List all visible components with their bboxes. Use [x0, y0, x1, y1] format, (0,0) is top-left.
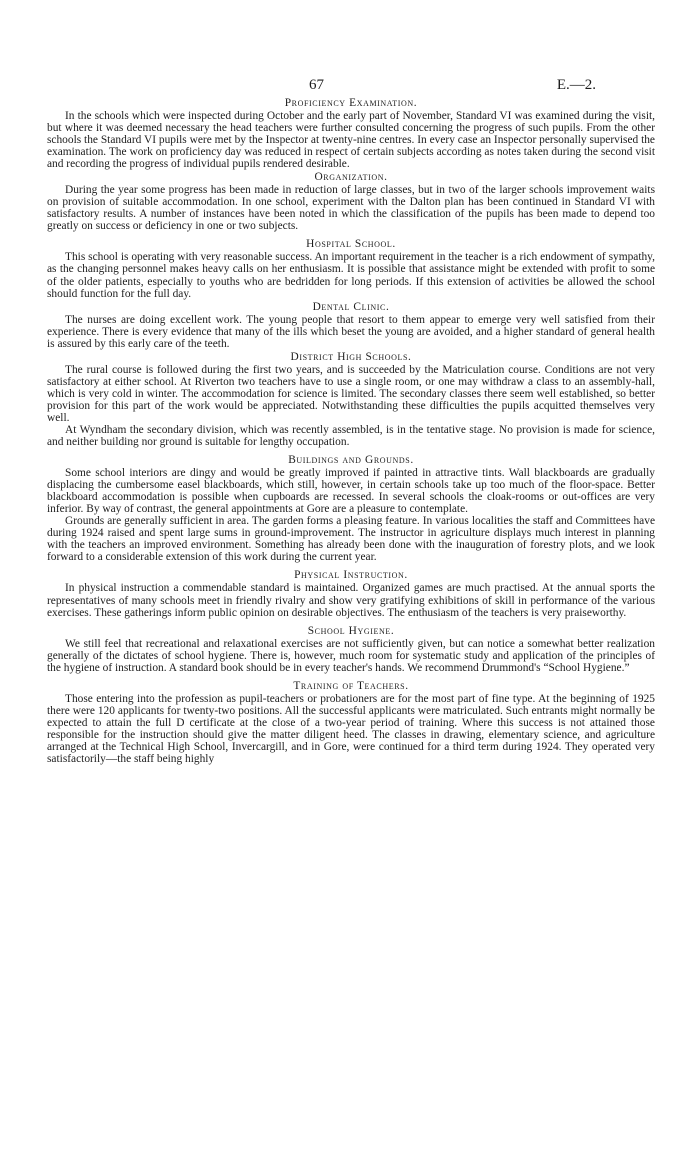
- section-heading-proficiency-examination: Proficiency Examination.: [284, 97, 418, 109]
- section-heading-district-high-schools: District High Schools.: [290, 350, 412, 363]
- document-body: [47, 97, 655, 765]
- section-heading-dental-clinic: Dental Clinic.: [312, 300, 390, 313]
- section-heading-physical-instruction: Physical Instruction.: [294, 569, 408, 582]
- paragraph-hospital-school: This school is operating with very reasonable success. An important requirement in the teacher is a rich endowment of sympathy, as the changing personnel makes heavy calls on her enthusiasm. It is possible that assistance might be extended with profit to some of the older patients, especially to youths who are bedridden for long periods. If this extension of activities be allowed the school should function for the full day.: [47, 251, 655, 300]
- paragraph-dental-clinic: The nurses are doing excellent work. The young people that resort to them appear to emerge very well satisfied from their experience. There is every evidence that many of the ills which beset the young are avoided, and a higher standard of general health is assured by this early care of the teeth.: [47, 313, 655, 350]
- paragraph-buildings-and-grounds-1: Some school interiors are dingy and would be greatly improved if painted in attractive tints. Wall blackboards are gradually displacing the cumbersome easel blackboards, which still, however, in certain schools take up too much of the floor-space. Better blackboard accommodation is possible when cupboards are recessed. In several schools the cloak-rooms or out-offices are very inferior. By way of contrast, the general appointments at Gore are a pleasure to contemplate.: [47, 467, 655, 516]
- document-reference: E.—2.: [556, 77, 596, 93]
- section-heading-organization: Organization.: [314, 171, 388, 184]
- section-heading-training-of-teachers: Training of Teachers.: [293, 679, 409, 692]
- page-number: 67: [309, 77, 324, 93]
- paragraph-district-high-schools-1: The rural course is followed during the first two years, and is succeeded by the Matriculation course. Conditions are not very satisfactory at either school. At Riverton two teachers have to use a single room, or one may withdraw a class to an assembly-hall, which is very cold in winter. The accommodation for science is limited. The secondary classes there seem well established, so better provision for this part of the work would be appreciated. Notwithstanding these difficulties the pupils acquitted themselves very well.: [47, 363, 655, 424]
- paragraph-district-high-schools-2: At Wyndham the secondary division, which was recently assembled, is in the tentative stage. No provision is made for science, and neither building nor ground is suitable for lengthy occupation.: [47, 423, 655, 449]
- paragraph-physical-instruction: In physical instruction a commendable standard is maintained. Organized games are much practised. At the annual sports the representatives of many schools meet in friendly rivalry and show very gratifying exhibitions of skill in performance of the various exercises. These gatherings inform public opinion on desirable objectives. The enthusiasm of the teachers is very praiseworthy.: [47, 582, 655, 619]
- paragraph-proficiency-examination: In the schools which were inspected during October and the early part of November, Standard VI was examined during the visit, but where it was deemed necessary the head teachers were further consulted concerning the progress of such pupils. From the other schools the Standard VI pupils were met by the Inspector at twenty-nine centres. In every case an Inspector personally supervised the examination. The work on proficiency day was reduced in respect of certain subjects according as notes taken during the second visit and recording the progress of individual pupils rendered desirable.: [47, 110, 655, 171]
- page-header: [0, 79, 700, 95]
- paragraph-training-of-teachers: Those entering into the profession as pupil-teachers or probationers are for the most part of fine type. At the beginning of 1925 there were 120 applicants for twenty-two positions. All the successful applicants were matriculated. Such entrants might normally be expected to attain the full D certificate at the close of a two-year period of training. Where this success is not attained those responsible for the instruction should give the matter diligent heed. The classes in drawing, elementary science, and agriculture arranged at the Technical High School, Invercargill, and in Gore, were continued for a third term during 1924. They operated very satisfactorily—the staff being highly: [47, 692, 655, 765]
- section-heading-school-hygiene: School Hygiene.: [307, 624, 395, 637]
- section-heading-hospital-school: Hospital School.: [306, 238, 396, 251]
- section-heading-buildings-and-grounds: Buildings and Grounds.: [288, 454, 414, 467]
- paragraph-buildings-and-grounds-2: Grounds are generally sufficient in area. The garden forms a pleasing feature. In various localities the staff and Committees have during 1924 raised and spent large sums in ground-improvement. The instructor in agriculture displays much interest in planning with the teachers an improved environment. Something has already been done with the inauguration of forestry plots, and we look forward to a considerable extension of this work during the current year.: [47, 515, 655, 564]
- paragraph-organization: During the year some progress has been made in reduction of large classes, but in two of the larger schools improvement waits on provision of suitable accommodation. In one school, experiment with the Dalton plan has been continued in Standard VI with satisfactory results. A number of instances have been noted in which the classification of the pupils has been made to depend too greatly on success or deficiency in one or two subjects.: [47, 184, 655, 233]
- paragraph-school-hygiene: We still feel that recreational and relaxational exercises are not sufficiently given, but can notice a somewhat better realization generally of the dictates of school hygiene. There is, however, much room for systematic study and application of the principles of the hygiene of instruction. A standard book should be in every teacher's hands. We recommend Drummond's “School Hygiene.”: [47, 637, 655, 674]
